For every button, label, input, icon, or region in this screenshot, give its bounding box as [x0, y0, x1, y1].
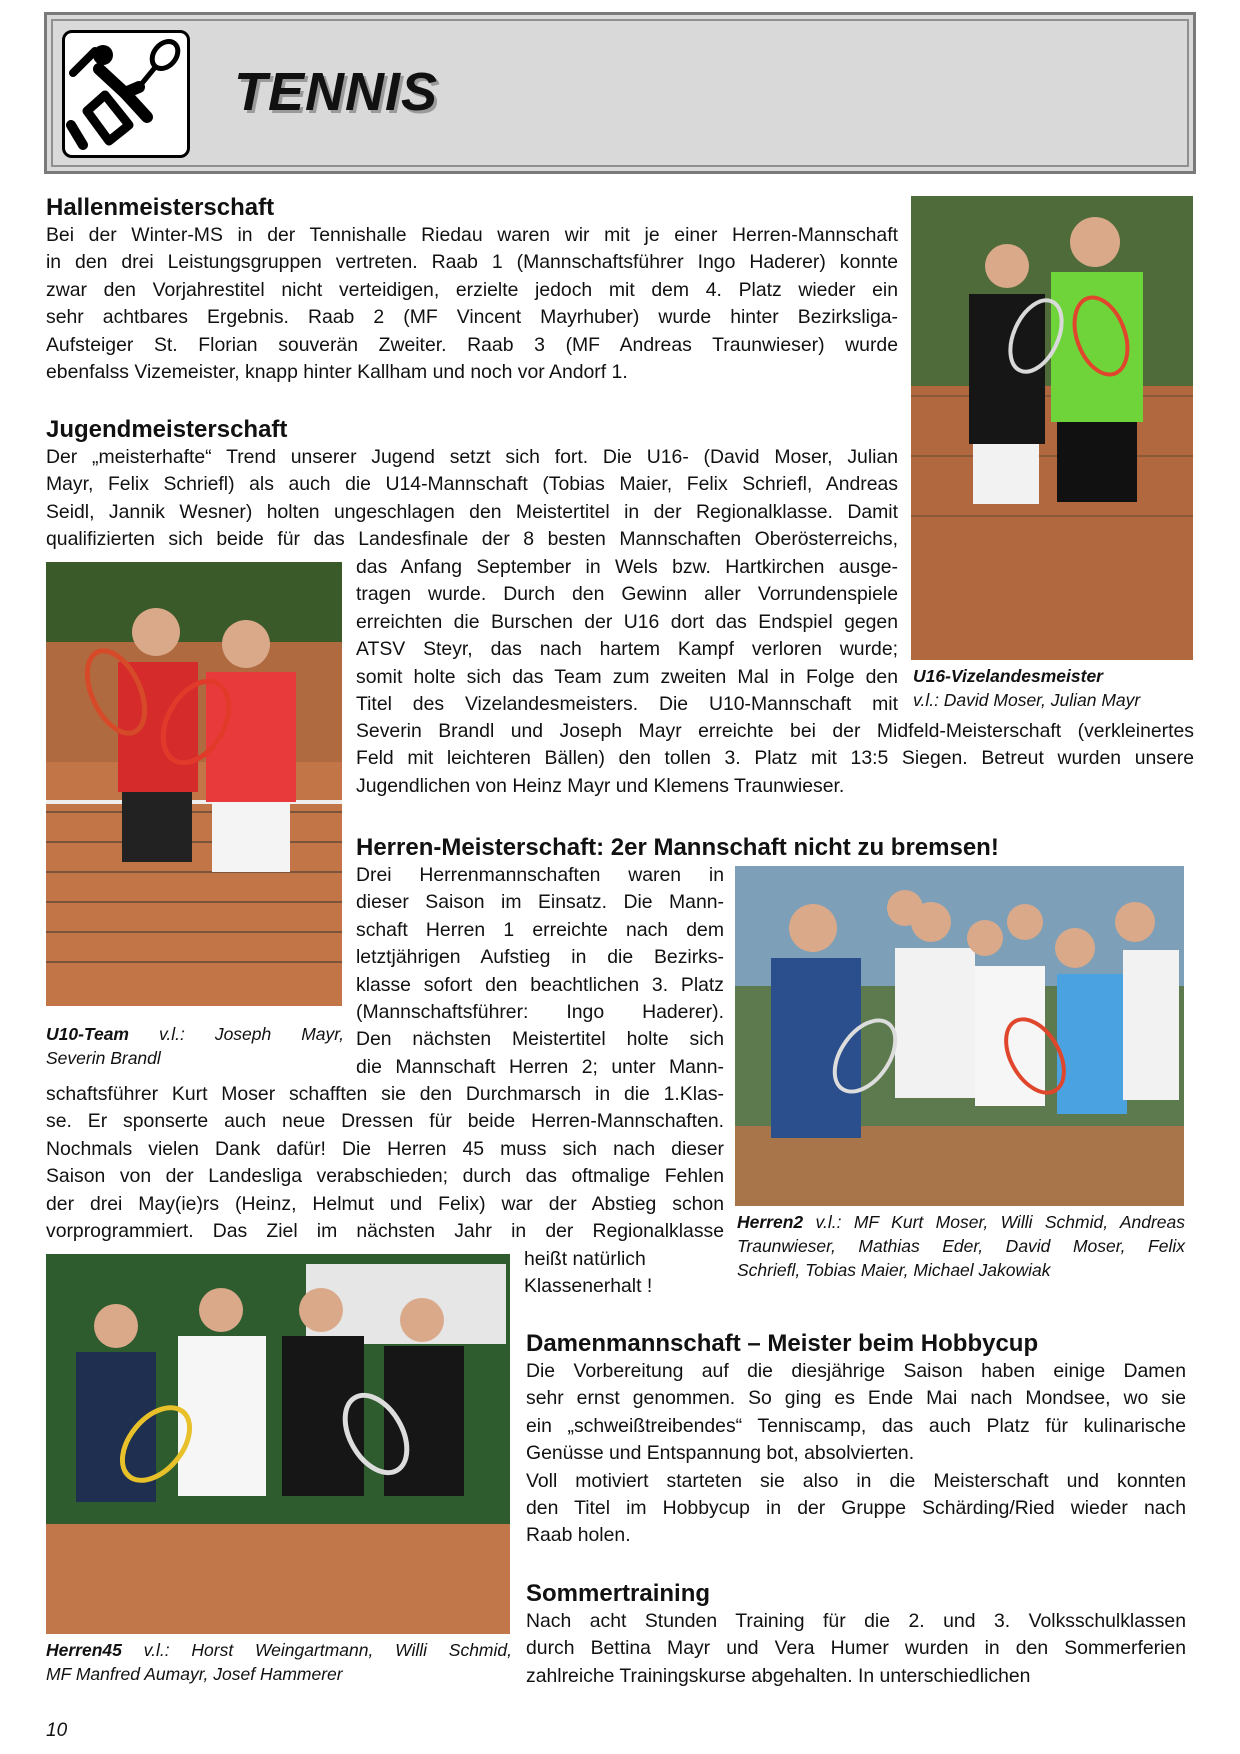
page-title: TENNIS	[234, 62, 439, 122]
text-line: ATSV Steyr, das nach hartem Kampf verloren wurde;	[356, 638, 898, 661]
caption-text: MF Manfred Aumayr, Josef Hammerer	[46, 1664, 343, 1684]
text-line: sehr ernst genommen. So ging es Ende Mai nach Mondsee, wo sie	[526, 1387, 1186, 1410]
text-line: Drei Herrenmannschaften waren in	[356, 864, 724, 886]
text-line: erreichten die Burschen der U16 dort das Endspiel gegen	[356, 610, 898, 633]
text-line: die Mannschaft Herren 2; unter Mann-	[356, 1055, 724, 1078]
text-line: Severin Brandl und Joseph Mayr erreichte bei der Midfeld-Meisterschaft (verkleinertes	[356, 720, 1194, 742]
caption-text: Severin Brandl	[46, 1048, 161, 1068]
text-line: ein „schweißtreibendes“ Tenniscamp, das auch Platz für kulinarische	[526, 1414, 1186, 1437]
text-line: Saison von der Landesliga verabschieden; durch das oftmalige Fehlen	[46, 1165, 724, 1188]
text-line: (Mannschaftsführer: Ingo Haderer).	[356, 1001, 724, 1024]
text-line: Jugendlichen von Heinz Mayr und Klemens Traunwieser.	[356, 774, 845, 797]
photo-herren2-team	[735, 866, 1184, 1206]
text-line: Titel des Vizelandesmeisters. Die U10-Mannschaft mit	[356, 693, 898, 716]
caption-u16	[913, 664, 1195, 712]
text-line: qualifizierten sich beide für das Landesfinale der 8 besten Mannschaften Oberösterreichs,	[46, 528, 898, 551]
text-line: Den nächsten Meistertitel holte sich	[356, 1028, 724, 1051]
caption-herren2	[737, 1210, 1185, 1282]
text-line: durch Bettina Mayr und Vera Humer wurden in den Sommerferien	[526, 1637, 1186, 1660]
text-line: in den drei Leistungsgruppen vertreten. Raab 1 (Mannschaftsführer Ingo Haderer) konnte	[46, 251, 898, 274]
header-banner	[44, 12, 1196, 174]
text-line: Feld mit leichteren Bällen) den tollen 3. Platz mit 13:5 Siegen. Betreut wurden unsere	[356, 747, 1194, 770]
text-line: zwar den Vorjahrestitel nicht verteidigen, erzielte jedoch mit dem 4. Platz wieder ein	[46, 278, 898, 301]
text-jugend-full	[46, 444, 898, 554]
text-line: Der „meisterhafte“ Trend unserer Jugend setzt sich fort. Die U16- (David Moser, Julian	[46, 446, 898, 468]
caption-text: v.l.: Joseph Mayr,	[129, 1024, 344, 1044]
text-line: Genüsse und Entspannung bot, absolvierten.	[526, 1442, 915, 1465]
text-jugend-mid	[356, 554, 898, 718]
caption-u10	[46, 1022, 344, 1070]
heading-sommertraining: Sommertraining	[526, 1580, 711, 1607]
text-line: den Titel im Hobbycup in der Gruppe Schärding/Ried wieder nach	[526, 1497, 1186, 1520]
text-line: das Anfang September in Wels bzw. Hartkirchen ausge-	[356, 556, 898, 578]
text-line: Voll motiviert starteten sie also in die Meisterschaft und konnten	[526, 1469, 1186, 1492]
text-line: Nochmals vielen Dank dafür! Die Herren 45 muss sich nach dieser	[46, 1137, 724, 1160]
text-line: schaftsführer Kurt Moser schafften sie den Durchmarsch in die 1.Klas-	[46, 1083, 724, 1105]
text-line: schaft Herren 1 erreichte nach dem	[356, 918, 724, 941]
text-hallenmeisterschaft	[46, 222, 898, 386]
photo-herren45-team	[46, 1254, 510, 1634]
text-herren-wide	[46, 1081, 724, 1245]
text-line: heißt natürlich	[524, 1248, 646, 1270]
photo-u10-team	[46, 562, 342, 1006]
text-line: sehr achtbares Ergebnis. Raab 2 (MF Vincent Mayrhuber) wurde hinter Bezirksliga-	[46, 306, 898, 329]
heading-jugendmeisterschaft: Jugendmeisterschaft	[46, 416, 288, 443]
text-damenmannschaft	[526, 1358, 1186, 1550]
text-line: zahlreiche Trainingskurse abgehalten. In unterschiedlichen	[526, 1664, 1031, 1687]
text-line: Bei der Winter-MS in der Tennishalle Riedau waren wir mit je einer Herren-Mannschaft	[46, 224, 898, 246]
text-line: tragen wurde. Durch den Gewinn aller Vorrundenspiele	[356, 583, 898, 606]
text-line: Die Vorbereitung auf die diesjährige Saison haben einige Damen	[526, 1360, 1186, 1382]
caption-herren45	[46, 1638, 512, 1686]
tennis-player-icon	[62, 30, 190, 158]
text-line: dieser Saison im Einsatz. Die Mann-	[356, 891, 724, 914]
text-line: der drei May(ie)rs (Heinz, Helmut und Felix) war der Abstieg schon	[46, 1192, 724, 1215]
text-line: se. Er sponserte auch neue Dressen für beide Herren-Mannschaften.	[46, 1110, 724, 1133]
page-number: 10	[46, 1720, 68, 1741]
heading-hallenmeisterschaft: Hallenmeisterschaft	[46, 194, 275, 221]
caption-text: v.l.: David Moser, Julian Mayr	[913, 690, 1141, 710]
text-line: klasse sofort den beachtlichen 3. Platz	[356, 973, 724, 996]
caption-text: Schriefl, Tobias Maier, Michael Jakowiak	[737, 1260, 1051, 1280]
text-line: Nach acht Stunden Training für die 2. und 3. Volksschulklassen	[526, 1610, 1186, 1632]
text-line: vorprogrammiert. Das Ziel im nächsten Jahr in der Regionalklasse	[46, 1220, 724, 1243]
caption-title: U16-Vizelandesmeister	[913, 666, 1103, 686]
text-line: Mayr, Felix Schriefl) als auch die U14-Mannschaft (Tobias Maier, Felix Schriefl, Andreas	[46, 473, 898, 496]
heading-damenmannschaft: Damenmannschaft – Meister beim Hobbycup	[526, 1330, 1039, 1357]
text-line: Klassenerhalt !	[524, 1275, 653, 1298]
caption-title: U10-Team	[46, 1024, 129, 1044]
photo-u16-team	[911, 196, 1193, 660]
text-line: somit holte sich das Team zum zweiten Mal in Folge den	[356, 665, 898, 688]
heading-herren-meisterschaft: Herren-Meisterschaft: 2er Mannschaft nicht zu bremsen!	[356, 834, 999, 861]
text-line: Aufsteiger St. Florian souverän Zweiter. Raab 3 (MF Andreas Traunwieser) wurde	[46, 333, 898, 356]
text-line: letztjährigen Aufstieg in die Bezirks-	[356, 946, 724, 969]
text-sommertraining	[526, 1608, 1186, 1690]
caption-text: v.l.: Horst Weingartmann, Willi Schmid,	[121, 1640, 512, 1660]
caption-title: Herren2	[737, 1212, 804, 1232]
text-line: Raab holen.	[526, 1524, 631, 1547]
text-line: Seidl, Jannik Wesner) holten ungeschlagen den Meistertitel in der Regionalklasse. Damit	[46, 500, 898, 523]
text-jugend-wide	[356, 718, 1194, 800]
caption-text: v.l.: MF Kurt Moser, Willi Schmid, Andreas	[803, 1212, 1185, 1232]
text-herren-narrow	[356, 862, 724, 1081]
text-herren-tail	[524, 1246, 724, 1301]
caption-text: Traunwieser, Mathias Eder, David Moser, Felix	[737, 1236, 1185, 1256]
caption-title: Herren45	[46, 1640, 122, 1660]
text-line: ebenfalss Vizemeister, knapp hinter Kallham und noch vor Andorf 1.	[46, 361, 628, 384]
